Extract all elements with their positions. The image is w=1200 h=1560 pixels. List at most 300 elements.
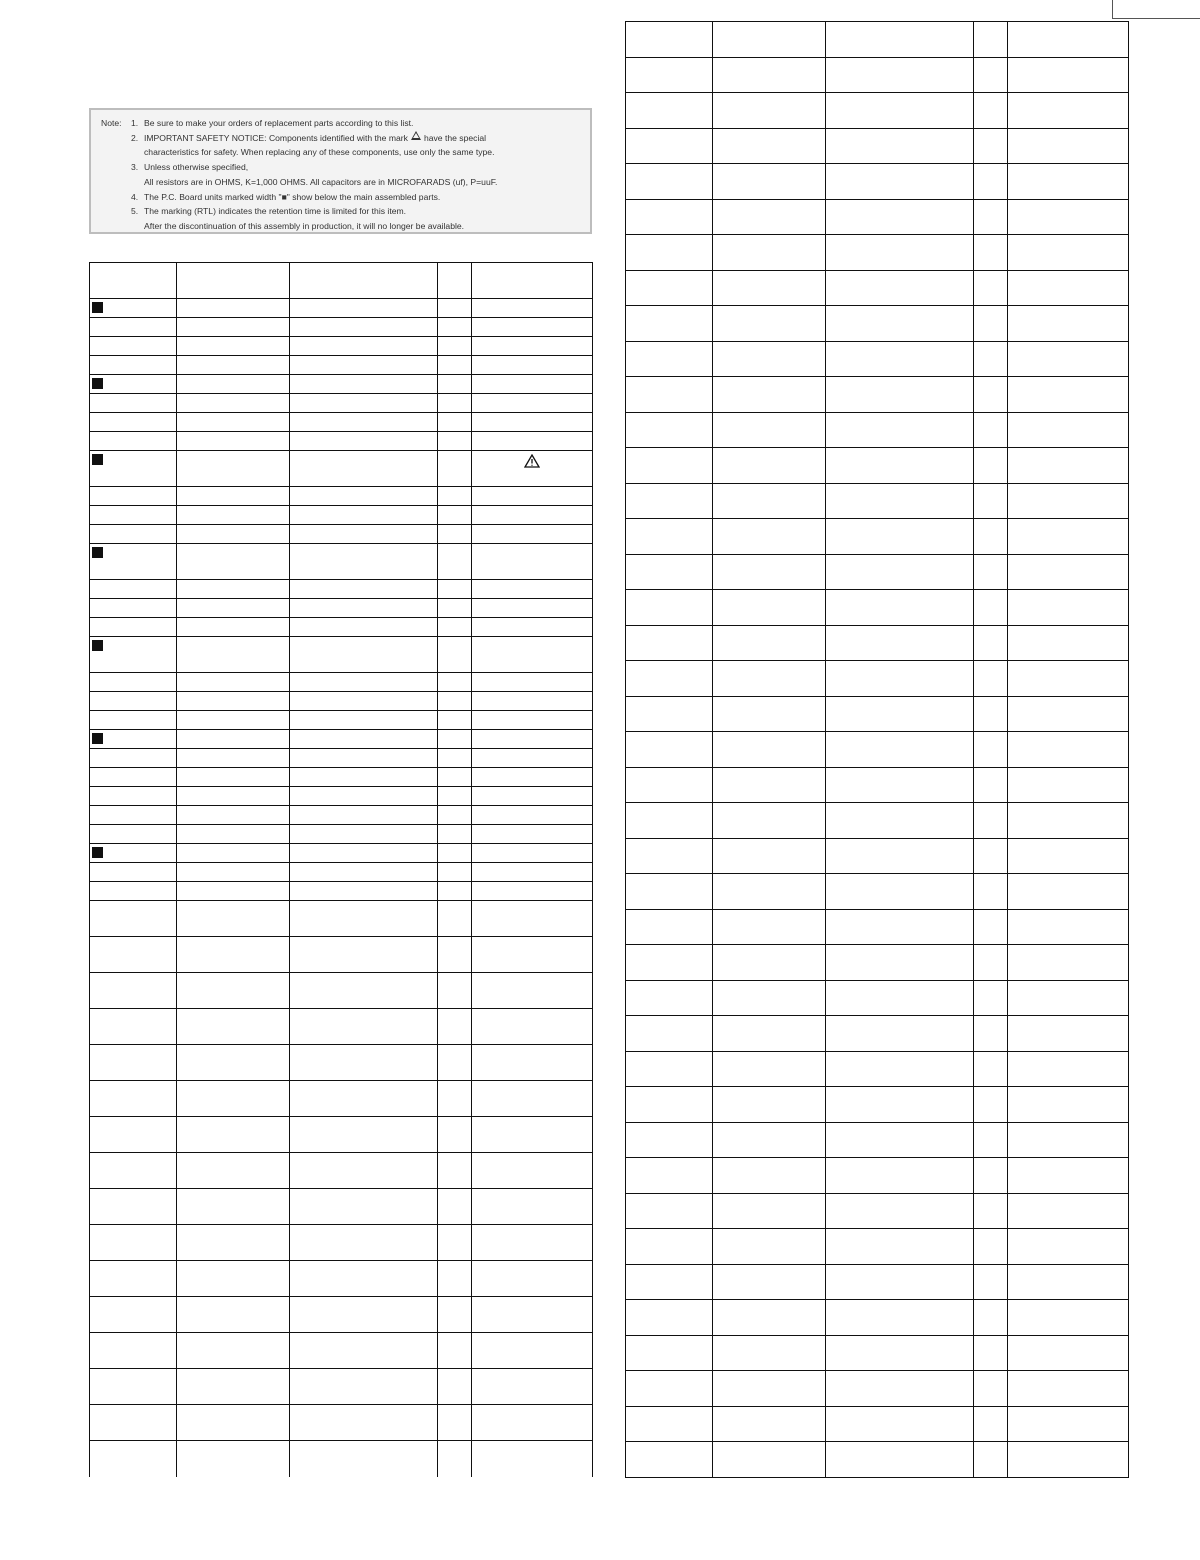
note-line-2: 2. IMPORTANT SAFETY NOTICE: Components identified with the mark have the special	[101, 131, 582, 146]
table-cell	[438, 825, 472, 844]
table-cell	[974, 341, 1008, 377]
table-cell	[177, 749, 290, 768]
table-cell	[90, 787, 177, 806]
table-cell	[438, 1153, 472, 1189]
table-cell	[290, 1333, 438, 1369]
table-cell	[438, 844, 472, 863]
table-row	[626, 306, 1129, 342]
table-cell	[472, 356, 593, 375]
table-cell	[713, 1193, 826, 1229]
table-cell	[472, 1045, 593, 1081]
table-cell	[177, 901, 290, 937]
table-cell	[713, 945, 826, 981]
table-cell	[290, 394, 438, 413]
table-row	[90, 1333, 593, 1369]
table-cell	[472, 937, 593, 973]
table-cell	[177, 882, 290, 901]
table-cell	[438, 618, 472, 637]
table-row	[90, 1153, 593, 1189]
table-cell	[974, 696, 1008, 732]
table-row	[90, 730, 593, 749]
table-row	[626, 377, 1129, 413]
table-cell	[472, 1117, 593, 1153]
table-cell	[290, 882, 438, 901]
table-cell	[90, 1225, 177, 1261]
table-cell	[90, 618, 177, 637]
table-cell	[1008, 57, 1129, 93]
table-cell	[90, 825, 177, 844]
table-cell	[626, 732, 713, 768]
table-cell	[626, 661, 713, 697]
table-cell	[472, 525, 593, 544]
table-cell	[438, 692, 472, 711]
table-cell	[472, 1333, 593, 1369]
table-cell	[713, 1335, 826, 1371]
table-cell	[974, 1051, 1008, 1087]
table-row	[90, 1045, 593, 1081]
table-cell	[472, 692, 593, 711]
table-row	[90, 318, 593, 337]
note-text: Unless otherwise specified,	[144, 162, 249, 173]
warning-triangle-icon	[524, 454, 540, 468]
note-line-5	[101, 175, 582, 190]
table-cell	[1008, 554, 1129, 590]
table-row	[626, 696, 1129, 732]
table-cell	[438, 337, 472, 356]
table-cell	[90, 1009, 177, 1045]
table-cell	[626, 93, 713, 129]
table-cell	[438, 973, 472, 1009]
table-row	[626, 1016, 1129, 1052]
table-cell	[90, 973, 177, 1009]
table-cell	[472, 413, 593, 432]
table-cell	[177, 844, 290, 863]
table-cell	[826, 1193, 974, 1229]
table-cell	[177, 1369, 290, 1405]
table-cell	[826, 1051, 974, 1087]
table-cell	[974, 412, 1008, 448]
table-cell	[1008, 1335, 1129, 1371]
table-cell	[1008, 412, 1129, 448]
table-cell	[438, 375, 472, 394]
table-cell	[626, 377, 713, 413]
table-cell	[290, 1009, 438, 1045]
table-cell	[290, 863, 438, 882]
table-cell	[974, 838, 1008, 874]
table-row	[90, 1369, 593, 1405]
table-row	[626, 1300, 1129, 1336]
table-cell	[1008, 235, 1129, 271]
table-cell	[90, 1153, 177, 1189]
table-row	[626, 1193, 1129, 1229]
table-cell	[626, 270, 713, 306]
table-cell	[1008, 1087, 1129, 1123]
table-cell	[177, 692, 290, 711]
table-cell	[472, 1261, 593, 1297]
table-cell	[438, 1189, 472, 1225]
table-cell	[90, 749, 177, 768]
table-cell	[90, 863, 177, 882]
table-cell	[1008, 1264, 1129, 1300]
table-cell	[290, 451, 438, 487]
black-square-bullet-icon	[92, 454, 103, 465]
table-cell	[472, 749, 593, 768]
note-text: The P.C. Board units marked width "■" show below the main assembled parts.	[144, 191, 441, 202]
table-cell	[438, 525, 472, 544]
table-cell	[90, 844, 177, 863]
table-cell	[626, 128, 713, 164]
table-cell	[472, 1225, 593, 1261]
table-cell	[438, 730, 472, 749]
parts-list-table-right	[625, 21, 1129, 1478]
table-row	[90, 1405, 593, 1441]
table-cell	[90, 711, 177, 730]
table-row	[626, 1264, 1129, 1300]
table-row	[626, 732, 1129, 768]
table-row	[626, 945, 1129, 981]
table-cell	[1008, 661, 1129, 697]
table-cell	[438, 1261, 472, 1297]
table-row	[90, 806, 593, 825]
table-cell	[974, 661, 1008, 697]
table-row	[626, 554, 1129, 590]
table-row	[626, 57, 1129, 93]
table-cell	[826, 1229, 974, 1265]
table-cell	[472, 1297, 593, 1333]
table-row	[90, 825, 593, 844]
table-cell	[177, 263, 290, 299]
table-cell	[177, 299, 290, 318]
table-cell	[90, 1297, 177, 1333]
table-cell	[472, 825, 593, 844]
table-cell	[1008, 732, 1129, 768]
table-cell	[1008, 341, 1129, 377]
table-cell	[713, 164, 826, 200]
table-cell	[1008, 483, 1129, 519]
table-cell	[626, 838, 713, 874]
table-cell	[974, 128, 1008, 164]
table-cell	[626, 1335, 713, 1371]
table-row	[626, 128, 1129, 164]
table-cell	[90, 882, 177, 901]
table-cell	[826, 128, 974, 164]
table-cell	[290, 299, 438, 318]
note-text: have the special	[423, 132, 487, 143]
table-cell	[826, 93, 974, 129]
table-cell	[90, 544, 177, 580]
table-cell	[974, 1122, 1008, 1158]
table-cell	[974, 909, 1008, 945]
table-cell	[472, 394, 593, 413]
table-cell	[974, 590, 1008, 626]
table-cell	[90, 599, 177, 618]
table-cell	[290, 432, 438, 451]
table-cell	[438, 1009, 472, 1045]
table-cell	[290, 544, 438, 580]
table-cell	[713, 199, 826, 235]
table-cell	[290, 844, 438, 863]
table-cell	[472, 1441, 593, 1477]
table-row	[90, 1081, 593, 1117]
table-cell	[974, 554, 1008, 590]
table-cell	[90, 263, 177, 299]
table-cell	[826, 909, 974, 945]
table-cell	[626, 1300, 713, 1336]
table-cell	[826, 803, 974, 839]
table-cell	[90, 375, 177, 394]
table-cell	[177, 337, 290, 356]
table-row	[90, 1189, 593, 1225]
table-cell	[290, 1225, 438, 1261]
table-row	[90, 356, 593, 375]
table-cell	[826, 519, 974, 555]
table-cell	[713, 625, 826, 661]
table-row	[626, 838, 1129, 874]
table-row	[626, 235, 1129, 271]
table-cell	[90, 768, 177, 787]
table-cell	[974, 767, 1008, 803]
table-cell	[290, 263, 438, 299]
table-cell	[826, 838, 974, 874]
table-cell	[713, 341, 826, 377]
table-cell	[826, 412, 974, 448]
table-cell	[713, 93, 826, 129]
table-cell	[1008, 1016, 1129, 1052]
table-cell	[90, 637, 177, 673]
table-row	[626, 1122, 1129, 1158]
table-cell	[177, 1009, 290, 1045]
table-cell	[290, 1189, 438, 1225]
table-row	[626, 1087, 1129, 1123]
table-cell	[438, 749, 472, 768]
table-cell	[177, 1189, 290, 1225]
table-cell	[472, 863, 593, 882]
table-cell	[290, 1045, 438, 1081]
table-cell	[90, 1333, 177, 1369]
table-cell	[1008, 1051, 1129, 1087]
table-cell	[713, 1442, 826, 1478]
table-cell	[826, 483, 974, 519]
table-cell	[1008, 1122, 1129, 1158]
table-row	[626, 625, 1129, 661]
table-cell	[177, 1117, 290, 1153]
table-row	[626, 590, 1129, 626]
table-cell	[472, 1153, 593, 1189]
table-cell	[177, 863, 290, 882]
table-cell	[826, 1300, 974, 1336]
table-cell	[713, 57, 826, 93]
table-cell	[974, 1300, 1008, 1336]
table-cell	[438, 544, 472, 580]
table-row	[90, 544, 593, 580]
table-cell	[826, 661, 974, 697]
table-row	[626, 909, 1129, 945]
table-cell	[177, 937, 290, 973]
table-cell	[626, 22, 713, 58]
table-cell	[438, 711, 472, 730]
table-cell	[290, 1081, 438, 1117]
table-cell	[90, 673, 177, 692]
table-cell	[713, 554, 826, 590]
table-cell	[626, 1229, 713, 1265]
table-cell	[974, 164, 1008, 200]
table-row	[90, 451, 593, 487]
table-cell	[472, 844, 593, 863]
table-cell	[1008, 1442, 1129, 1478]
table-cell	[438, 673, 472, 692]
table-row	[90, 973, 593, 1009]
table-cell	[438, 806, 472, 825]
table-cell	[826, 945, 974, 981]
table-cell	[438, 1045, 472, 1081]
table-cell	[438, 882, 472, 901]
note-line-8	[101, 219, 582, 234]
table-row	[626, 1371, 1129, 1407]
table-cell	[974, 1335, 1008, 1371]
table-cell	[974, 1158, 1008, 1194]
table-cell	[713, 874, 826, 910]
black-square-bullet-icon	[92, 547, 103, 558]
table-cell	[713, 519, 826, 555]
table-cell	[974, 945, 1008, 981]
table-cell	[177, 673, 290, 692]
table-cell	[472, 618, 593, 637]
table-cell	[290, 1441, 438, 1477]
table-cell	[438, 394, 472, 413]
table-cell	[626, 590, 713, 626]
table-cell	[438, 599, 472, 618]
table-cell	[290, 318, 438, 337]
table-row	[90, 711, 593, 730]
note-text: Be sure to make your orders of replacement parts according to this list.	[144, 118, 414, 128]
table-cell	[290, 711, 438, 730]
note-line-3	[101, 145, 582, 160]
table-cell	[438, 1441, 472, 1477]
table-cell	[177, 711, 290, 730]
table-cell	[713, 661, 826, 697]
table-row	[626, 519, 1129, 555]
table-cell	[713, 1406, 826, 1442]
table-cell	[713, 1087, 826, 1123]
table-cell	[626, 483, 713, 519]
table-cell	[1008, 838, 1129, 874]
table-cell	[826, 590, 974, 626]
table-cell	[1008, 377, 1129, 413]
table-row	[626, 1335, 1129, 1371]
table-cell	[438, 263, 472, 299]
table-cell	[974, 980, 1008, 1016]
table-cell	[713, 980, 826, 1016]
table-cell	[626, 235, 713, 271]
table-cell	[1008, 519, 1129, 555]
table-row	[626, 874, 1129, 910]
table-cell	[438, 637, 472, 673]
table-cell	[472, 711, 593, 730]
table-cell	[1008, 945, 1129, 981]
table-cell	[974, 448, 1008, 484]
table-cell	[713, 1122, 826, 1158]
table-row	[90, 692, 593, 711]
table-cell	[626, 1371, 713, 1407]
table-cell	[177, 599, 290, 618]
table-row	[90, 1261, 593, 1297]
table-cell	[713, 1229, 826, 1265]
table-cell	[1008, 1300, 1129, 1336]
table-row	[90, 1441, 593, 1477]
table-row	[626, 980, 1129, 1016]
table-cell	[90, 692, 177, 711]
table-cell	[974, 1264, 1008, 1300]
table-cell	[438, 299, 472, 318]
table-row	[626, 448, 1129, 484]
table-row	[90, 1009, 593, 1045]
table-cell	[438, 487, 472, 506]
table-cell	[177, 432, 290, 451]
table-cell	[90, 1261, 177, 1297]
table-cell	[177, 1441, 290, 1477]
table-cell	[826, 1335, 974, 1371]
black-square-bullet-icon	[92, 847, 103, 858]
table-cell	[90, 451, 177, 487]
table-row	[626, 661, 1129, 697]
table-cell	[472, 487, 593, 506]
table-cell	[626, 909, 713, 945]
note-box	[89, 108, 592, 234]
table-cell	[974, 874, 1008, 910]
black-square-bullet-icon	[92, 640, 103, 651]
table-row	[90, 487, 593, 506]
table-cell	[626, 164, 713, 200]
table-cell	[1008, 625, 1129, 661]
table-cell	[438, 1405, 472, 1441]
table-cell	[90, 318, 177, 337]
table-row	[626, 1442, 1129, 1478]
table-cell	[626, 341, 713, 377]
table-cell	[626, 1406, 713, 1442]
table-cell	[472, 973, 593, 1009]
table-cell	[626, 412, 713, 448]
table-cell	[438, 901, 472, 937]
table-cell	[177, 356, 290, 375]
table-cell	[1008, 1158, 1129, 1194]
table-cell	[472, 299, 593, 318]
table-cell	[290, 973, 438, 1009]
table-cell	[90, 1045, 177, 1081]
table-cell	[290, 730, 438, 749]
table-cell	[826, 22, 974, 58]
note-line-1: Note: 1. Be sure to make your orders of replacement parts according to this list.	[101, 116, 582, 131]
table-cell	[713, 1264, 826, 1300]
table-cell	[290, 1297, 438, 1333]
table-cell	[90, 506, 177, 525]
table-cell	[472, 432, 593, 451]
table-cell	[1008, 164, 1129, 200]
table-row	[626, 22, 1129, 58]
table-row	[90, 432, 593, 451]
table-cell	[177, 1081, 290, 1117]
table-cell	[1008, 1371, 1129, 1407]
table-cell	[472, 1405, 593, 1441]
table-cell	[472, 882, 593, 901]
table-cell	[713, 483, 826, 519]
note-text: characteristics for safety. When replacing any of these components, use only the same type.	[144, 147, 495, 158]
table-cell	[472, 599, 593, 618]
table-cell	[290, 768, 438, 787]
table-cell	[826, 980, 974, 1016]
table-cell	[826, 1158, 974, 1194]
note-line-7: 5. The marking (RTL) indicates the retention time is limited for this item.	[101, 204, 582, 219]
table-cell	[90, 901, 177, 937]
